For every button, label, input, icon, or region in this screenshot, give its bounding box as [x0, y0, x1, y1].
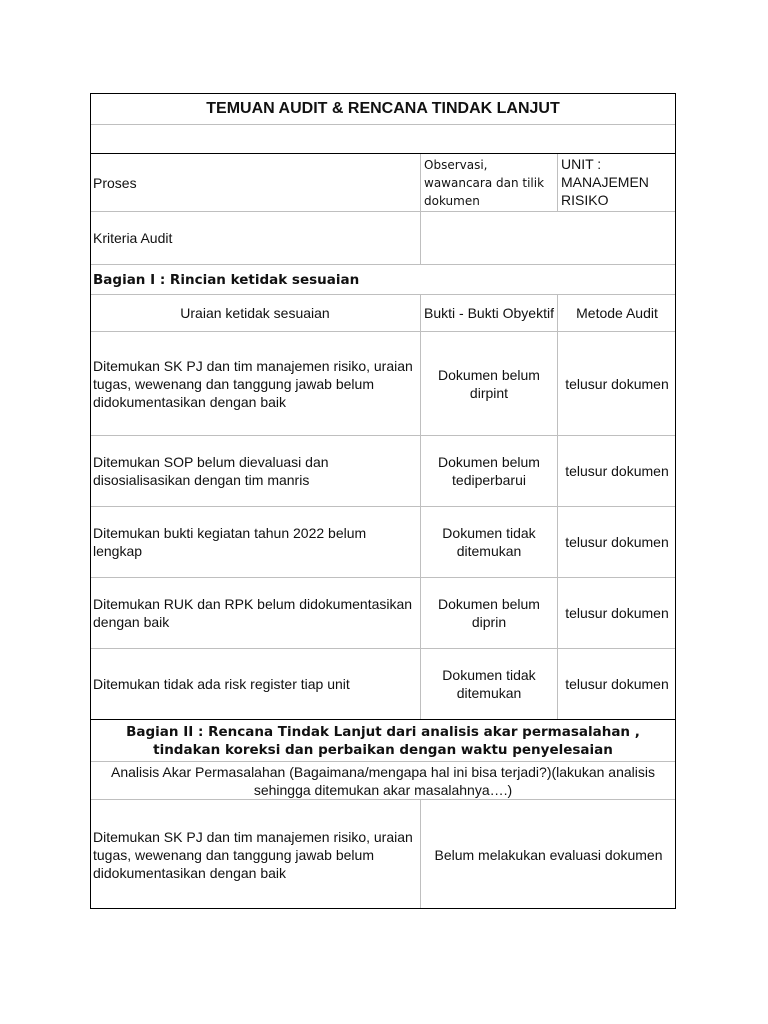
- unit-text: UNIT : MANAJEMEN RISIKO: [557, 154, 676, 211]
- col-metode-header: Metode Audit: [557, 295, 676, 331]
- uraian-cell: Ditemukan bukti kegiatan tahun 2022 belum lengkap: [93, 525, 367, 559]
- bagian1-header-row: [90, 294, 676, 331]
- bukti-cell: Dokumen belum tediperbarui: [420, 436, 557, 506]
- bagian2-title: Bagian II : Rencana Tindak Lanjut dari analisis akar permasalahan , tindakan koreksi dan perbaikan dengan waktu penyelesaian: [126, 723, 640, 758]
- title-row: [90, 93, 676, 124]
- table-row: [90, 435, 676, 506]
- bagian1-title-row: [90, 264, 676, 294]
- observasi-text: Observasi, wawancara dan tilik dokumen: [420, 154, 557, 211]
- masalah-cell: Ditemukan SK PJ dan tim manajemen risiko, uraian tugas, wewenang dan tanggung jawab belum didokumentasikan dengan baik: [93, 828, 413, 881]
- bagian1-title: Bagian I : Rincian ketidak sesuaian: [93, 271, 360, 288]
- empty-row: [90, 124, 676, 153]
- audit-table: [90, 93, 676, 909]
- uraian-cell: Ditemukan tidak ada risk register tiap unit: [93, 676, 350, 692]
- uraian-cell: Ditemukan RUK dan RPK belum didokumentasikan dengan baik: [93, 596, 413, 630]
- table-row: [90, 506, 676, 577]
- table-row: [90, 648, 676, 719]
- kriteria-label: Kriteria Audit: [93, 230, 173, 246]
- proses-label: Proses: [93, 174, 137, 191]
- kriteria-value: [420, 212, 676, 264]
- metode-cell: telusur dokumen: [557, 436, 676, 506]
- uraian-cell: Ditemukan SK PJ dan tim manajemen risiko, uraian tugas, wewenang dan tanggung jawab belum didokumentasikan dengan baik: [93, 357, 413, 410]
- kriteria-row: [90, 211, 676, 264]
- table-row: [90, 799, 676, 909]
- bukti-cell: Dokumen belum diprin: [420, 578, 557, 648]
- analisis-heading-row: [90, 761, 676, 799]
- bukti-cell: Dokumen belum dirpint: [420, 332, 557, 435]
- bukti-cell: Dokumen tidak ditemukan: [420, 649, 557, 719]
- analisis-heading: Analisis Akar Permasalahan (Bagaimana/mengapa hal ini bisa terjadi?)(lakukan analisis sehingga ditemukan akar masalahnya….): [111, 763, 655, 798]
- page-title: TEMUAN AUDIT & RENCANA TINDAK LANJUT: [206, 99, 560, 117]
- table-row: [90, 331, 676, 435]
- table-row: [90, 577, 676, 648]
- bukti-cell: Dokumen tidak ditemukan: [420, 507, 557, 577]
- metode-cell: telusur dokumen: [557, 507, 676, 577]
- col-uraian-header: Uraian ketidak sesuaian: [180, 305, 330, 321]
- uraian-cell: Ditemukan SOP belum dievaluasi dan disosialisasikan dengan tim manris: [93, 454, 329, 488]
- metode-cell: telusur dokumen: [557, 578, 676, 648]
- metode-cell: telusur dokumen: [557, 649, 676, 719]
- col-bukti-header: Bukti - Bukti Obyektif: [420, 295, 557, 331]
- metode-cell: telusur dokumen: [557, 332, 676, 435]
- bagian2-title-row: [90, 719, 676, 761]
- proses-row: [90, 153, 676, 211]
- analisis-cell: Belum melakukan evaluasi dokumen: [420, 800, 676, 909]
